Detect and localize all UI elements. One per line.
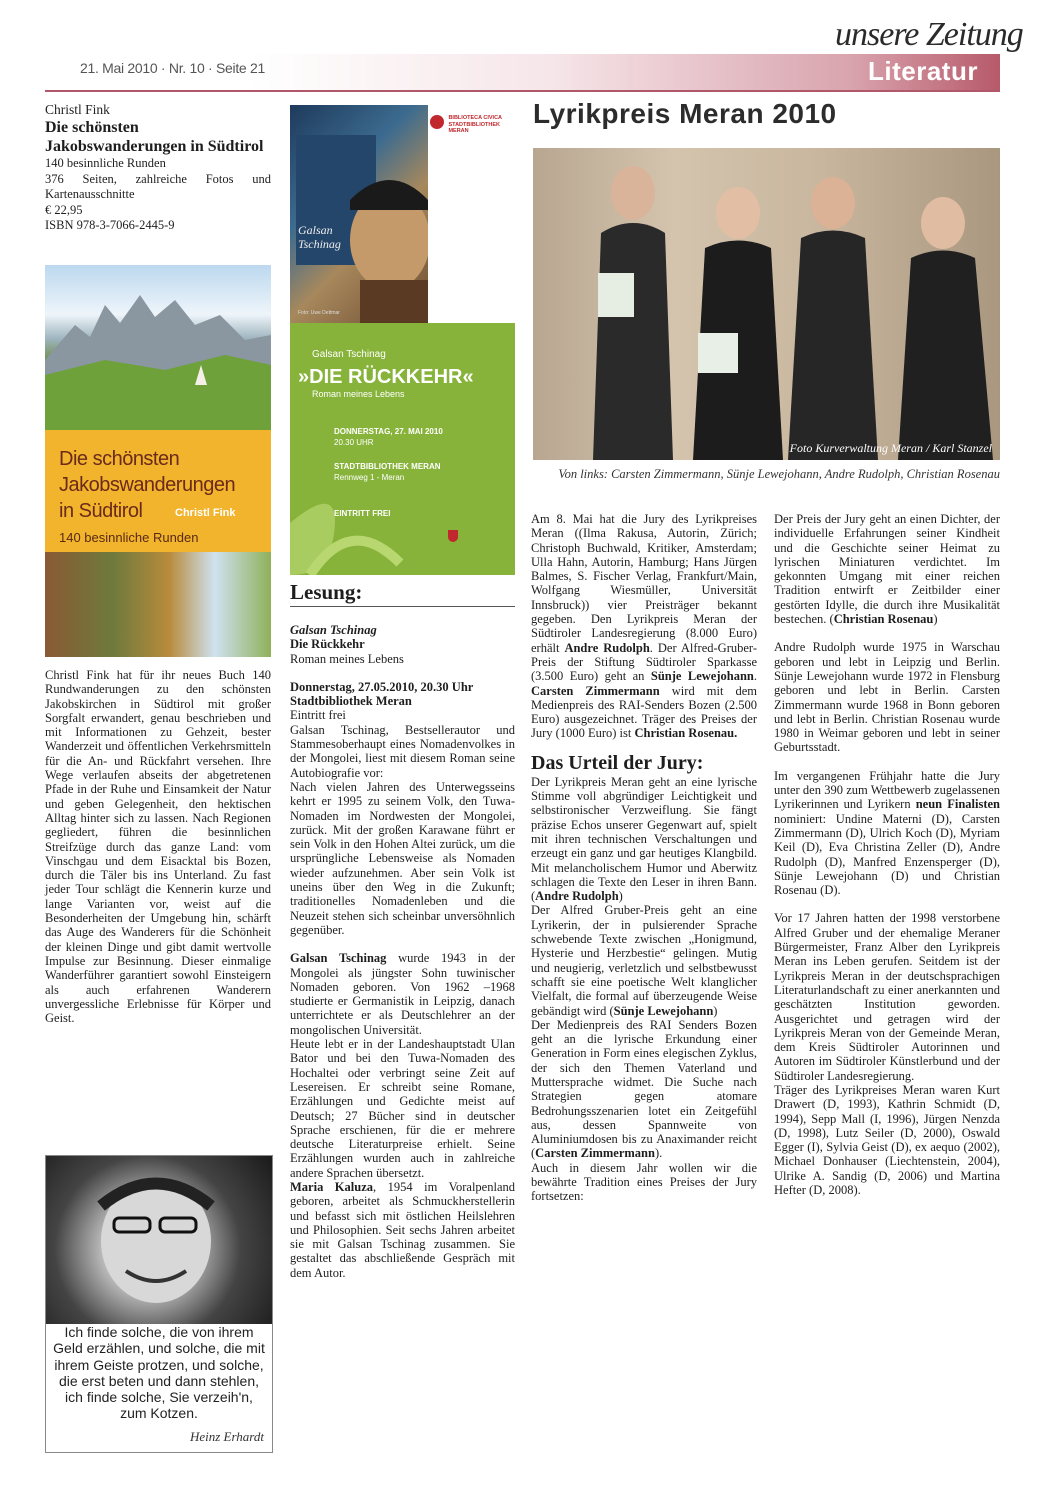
poster-author: Galsan Tschinag	[312, 349, 386, 360]
intro-paragraph: Am 8. Mai hat die Jury des Lyrikpreises Meran ((Ilma Rakusa, Autorin, Zürich; Christoph Buchwald, Kritiker, Amsterdam; Ulla Hahn, Autorin, Hamburg; Hans Jürgen Balmes, S. Fischer Verlag, Frankfurt/Main, Wolfgang Wiesmüller, Universität Innsbruck)) vier Preisträger bekannt gegeben. Den Lyrikpreis Meran der Südtiroler Landesregierung (8.000 Euro) erhält Andre Rudolph. Der Alfred-Gruber-Preis der Stiftung Südtiroler Sparkasse (3.500 Euro) geht an Sünje Lewejohann. Carsten Zimmermann wird mit dem Medienpreis des RAI-Senders Bozen (2.500 Euro) ausgezeichnet. Träger des Preises der Jury (1000 Euro) ist Christian Rosenau.	[531, 512, 757, 741]
photo-caption: Von links: Carsten Zimmermann, Sünje Lewejohann, Andre Rudolph, Christian Rosenau	[558, 467, 1000, 481]
winners-paragraph: Träger des Lyrikpreises Meran waren Kurt Drawert (D, 1993), Kathrin Schmidt (D, 1994), Sepp Mall (I, 1996), Jürgen Nenzda (D, 1998), Lutz Seiler (D, 2000), Oswald Egger (I), Sylvia Geist (D), ex aequo (2002), Michael Donhauser (Liechtenstein, 2004), Ulrike A. Sandig (D, 2006) und Martina Hefter (D, 2008).	[774, 1082, 1000, 1198]
jury-paragraph: Der Lyrikpreis Meran geht an eine lyrische Stimme voll abgründiger Leichtigkeit und selbstironischer Verzweiflung. Sie fängt präzise Echos unserer Gegenwart auf, spielt mit ihren technischen Verschaltungen und erzeugt ein ganz und gar heutiges Klangbild. Mit melancholischem Humor und Aberwitz schlagen die Texte den Leser in ihren Bann. (Andre Rudolph)	[531, 774, 757, 904]
lesung-summary: Nach vielen Jahren des Unterwegsseins kehrt er 1995 zu seinem Volk, den Tuwa-Nomaden im Nordwesten der Mongolei, zurück. Mit der großen Karawane führt er sein Volk in den Hohen Altei zurück, um die ursprüngliche Lebensweise als Nomaden wieder aufzunehmen. Aber sein Volk ist uneins über den Weg in die Zukunft; traditionelles Nomadenleben und die Neuzeit stehen sich scheinbar unversöhnlich gegenüber.	[290, 779, 515, 937]
photo-credit: Foto Kurverwaltung Meran / Karl Stanzel	[789, 441, 992, 455]
coat-of-arms-icon	[448, 530, 458, 542]
book-info	[45, 102, 271, 234]
jury-paragraph: Der Medienpreis des RAI Senders Bozen geht an die lyrische Erkundung einer Generation in Form eines elegischen Zyklus, der sich den Themen Vaterland und Muttersprache widmet. Die Suche nach Strategien gegen atomare Bedrohungsszenarien lotet ein Zeitgefühl aus, dessen Spannweite von Aluminiumdosen bis zu Anaximander reicht (Carsten Zimmermann).	[531, 1017, 757, 1161]
book-price: € 22,95	[45, 202, 83, 217]
quote-text: Ich finde solche, die von ihrem Geld erzählen, und solche, die mit ihrem Geiste protzen, und solche, die erst beten und dann stehlen, ich finde solche, Sie verzeih'n, zum Kotzen.	[53, 1324, 265, 1422]
lesung-rule	[290, 606, 515, 607]
poster-book-author: Galsan Tschinag	[298, 223, 341, 251]
library-name: BIBLIOTECA CIVICA STADTBIBLIOTHEK MERAN	[448, 115, 502, 134]
people-icon	[533, 148, 1000, 460]
cover-title-panel	[45, 430, 271, 552]
book-detail: 140 besinnliche Runden	[45, 156, 166, 170]
article-col2	[774, 512, 1000, 1197]
lesung-bio: Heute lebt er in der Landeshauptstadt Ulan Bator und bei den Tuwa-Nomaden des Hochaltei oder verbringt seine Zeit auf Lesereisen. Er schreibt seine Romane, Erzählungen und Gedichte meist auf Deutsch; 27 Bücher sind in deutscher Sprache erschienen, für die er mehrere deutsche Literaturpreise erhielt. Seine Erzählungen wurden auch in zahlreiche andere Sprachen übersetzt.	[290, 1037, 515, 1180]
library-logo	[430, 115, 510, 137]
event-poster	[290, 105, 515, 575]
book-isbn: ISBN 978-3-7066-2445-9	[45, 218, 175, 232]
group-photo	[533, 148, 1000, 460]
person-icon	[46, 1156, 272, 1324]
portrait-photo	[46, 1156, 272, 1324]
article-title: Lyrikpreis Meran 2010	[533, 98, 837, 129]
bio-name: Galsan Tschinag	[290, 951, 387, 966]
winner-name: Andre Rudolph	[564, 640, 650, 655]
winner-name: Sünje Lewejohann	[650, 669, 754, 684]
winner-name: Christian Rosenau.	[634, 726, 738, 741]
lesung-text	[290, 623, 515, 1280]
bio-text: , 1954 im Voralpenland geboren, arbeitet als Schmuckherstellerin und befasst sich mit östlichen Heilslehren und Philosophien. Seit sechs Jahren arbeitet sie mit Galsan Tschinag zusammen. Sie gestaltet das abschließende Gespräch mit dem Autor.	[290, 1179, 516, 1280]
poster-photo-credit: Foto: Uwe Dettmar	[298, 310, 340, 316]
lesung-venue: Stadtbibliothek Meran	[290, 694, 412, 709]
lesung-datetime: Donnerstag, 27.05.2010, 20.30 Uhr	[290, 679, 474, 694]
bio-text: wurde 1943 in der Mongolei als jüngster Sohn tuwinischer Nomaden geboren. Von 1962 –1968 studierte er Germanistik in Leipzig, danach unterrichtete er als Deutschlehrer an der mongolischen Universität.	[290, 951, 516, 1037]
book-detail: 376 Seiten, zahlreiche Fotos und Kartenausschnitte	[45, 171, 271, 201]
lesung-subtitle: Roman meines Lebens	[290, 651, 404, 666]
book-review: Christl Fink hat für ihr neues Buch 140 Rundwanderungen zu den schönsten Jakobskirchen in Südtirol mit großer Sorgfalt erwandert, genau beschrieben und mit Informationen zu Gehzeit, bester Wanderzeit und öffentlichen Verkehrsmitteln für die An- und Rückfahrt versehen. Ihre Wege verlaufen abseits der abgetretenen Pfade in der Ruhe und Einsamkeit der Natur und geben Gelegenheit, den hektischen Alltag hinter sich zu lassen. Nach Regionen gegliedert, führen die besinnlichen Streifzüge durch das ganze Land: vom Vinschgau und dem Eisacktal bis Bozen, durch die Täler bis ins Unterland. Zu fast jeder Tour schlägt die Kennerin kurze und lange Varianten vor, weist auf die Besonderheiten der Umgebung hin, schärft das Auge des Wanderers für die Schönheit der kleinen Dinge und gibt damit wertvolle Impulse zur Besinnung. Dieser einmalige Wanderführer garantiert sowohl Einsteigern als auch erfahrenen Wanderern unvergessliche Erlebnisse für Körper und Geist.	[45, 668, 271, 1026]
author-photo	[290, 105, 428, 323]
library-icon	[430, 115, 444, 129]
poster-ornament	[290, 323, 515, 575]
lesung-bio	[290, 1180, 515, 1280]
book-author: Christl Fink	[45, 102, 110, 117]
lesung-heading: Lesung:	[290, 580, 363, 604]
jury-paragraph: Der Preis der Jury geht an einen Dichter, der individuelle Erfahrungen seiner Kindheit und die Geschichte seiner Heimat zu lyrischen Miniaturen verdichtet. Im gekonnten Umgang mit einer reichen Tradition entwirft er Zeitbilder einer gestörten Idylle, die durch ihre Musikalität bestechen. (Christian Rosenau)	[774, 512, 1000, 627]
cover-photo-strip	[45, 552, 271, 657]
poster-address: Rennweg 1 - Meran	[334, 473, 405, 482]
cover-title-line: Jakobswanderungen	[59, 474, 236, 496]
mountain-icon	[45, 265, 271, 430]
book-cover	[45, 265, 271, 657]
bio-paragraph: Andre Rudolph wurde 1975 in Warschau geboren und lebt in Leipzig und Berlin. Sünje Lewejohann wurde 1972 in Flensburg geboren und lebt in Berlin. Carsten Zimmermann wurde 1968 in Bonn geboren und lebt in Berlin. Christian Rosenau wurde 1980 in Weimar geboren und lebt in seiner Geburtsstadt.	[774, 640, 1000, 755]
poster-title: »DIE RÜCKKEHR«	[298, 366, 474, 388]
jury-heading: Das Urteil der Jury:	[531, 751, 704, 774]
lesung-intro: Galsan Tschinag, Bestsellerautor und Stammesoberhaupt eines Nomadenvolkes in der Mongolei, liest mit diesem Roman seine Autobiografie vor:	[290, 722, 515, 780]
quote-box	[45, 1155, 273, 1453]
cover-subtitle: 140 besinnliche Runden	[59, 530, 199, 545]
header-rule	[45, 90, 1000, 92]
section-label: Literatur	[868, 56, 978, 86]
mountain-photo	[45, 265, 271, 430]
cover-title-line: Die schönsten	[59, 448, 180, 470]
poster-top	[290, 105, 515, 323]
article-col1	[531, 512, 757, 1204]
jury-paragraph: Der Alfred Gruber-Preis geht an eine Lyrikerin, der in pulsierender Sprache schwebende Texte zwischen „Honigmund, Hysterie und Herzbestie“ gelingen. Mutig und neugierig, verletzlich und selbstbewusst schafft sie eine poetische Welt klanglicher Vielfalt, die formal auf überzeugende Weise gebändigt wird (Sünje Lewejohann)	[531, 903, 757, 1018]
history-paragraph: Vor 17 Jahren hatten der 1998 verstorbene Alfred Gruber und der ehemalige Meraner Bürgermeister, Franz Alber den Lyrikpreis Meran ins Leben gerufen. Seitdem ist der Lyrikpreis Meran in der deutschsprachigen Literaturlandschaft zu einer anerkannten und geschätzten Institution geworden. Ausgerichtet und getragen wird der Lyrikpreis Meran von der Gemeinde Meran, dem Kreis Südtiroler Autorinnen und Autoren im Südtiroler Künstlerbund und der Südtiroler Landesregierung.	[774, 911, 1000, 1083]
book-title: Die schönsten Jakobswanderungen in Südtirol	[45, 119, 264, 155]
poster-entry: EINTRITT FREI	[334, 509, 391, 518]
poster-subtitle: Roman meines Lebens	[312, 389, 405, 399]
lesung-author: Galsan Tschinag	[290, 623, 377, 637]
jury-paragraph: Auch in diesem Jahr wollen wir die bewährte Tradition eines Preises der Jury fortsetzen:	[531, 1160, 757, 1204]
bio-name: Maria Kaluza	[290, 1179, 374, 1194]
quote-author: Heinz Erhardt	[189, 1429, 264, 1444]
issue-line: 21. Mai 2010 · Nr. 10 · Seite 21	[80, 60, 265, 76]
cover-title-line: in Südtirol	[59, 500, 143, 522]
poster-time: 20.30 UHR	[334, 438, 374, 447]
person-icon	[290, 105, 428, 323]
lesung-entry: Eintritt frei	[290, 708, 346, 723]
cover-author: Christl Fink	[175, 507, 236, 519]
lesung-bio	[290, 951, 515, 1037]
lesung-title: Die Rückkehr	[290, 637, 365, 652]
poster-venue: STADTBIBLIOTHEK MERAN	[334, 462, 441, 471]
finalists-paragraph: Im vergangenen Frühjahr hatte die Jury unter den 390 zum Wettbewerb zugelassenen Lyrikerinnen und Lyrikern neun Finalisten nominiert: Undine Materni (D), Carsten Zimmermann (D), Ulrich Koch (D), Myriam Keil (D), Eva Christina Zeller (D), Andre Rudolph (D), Manfred Enzensperger (D), Sünje Lewejohann (D) und Christian Rosenau (D).	[774, 768, 1001, 898]
masthead: unsere Zeitung	[835, 16, 1023, 53]
winner-name: Carsten Zimmermann	[531, 683, 660, 698]
poster-date: DONNERSTAG, 27. MAI 2010	[334, 427, 443, 436]
